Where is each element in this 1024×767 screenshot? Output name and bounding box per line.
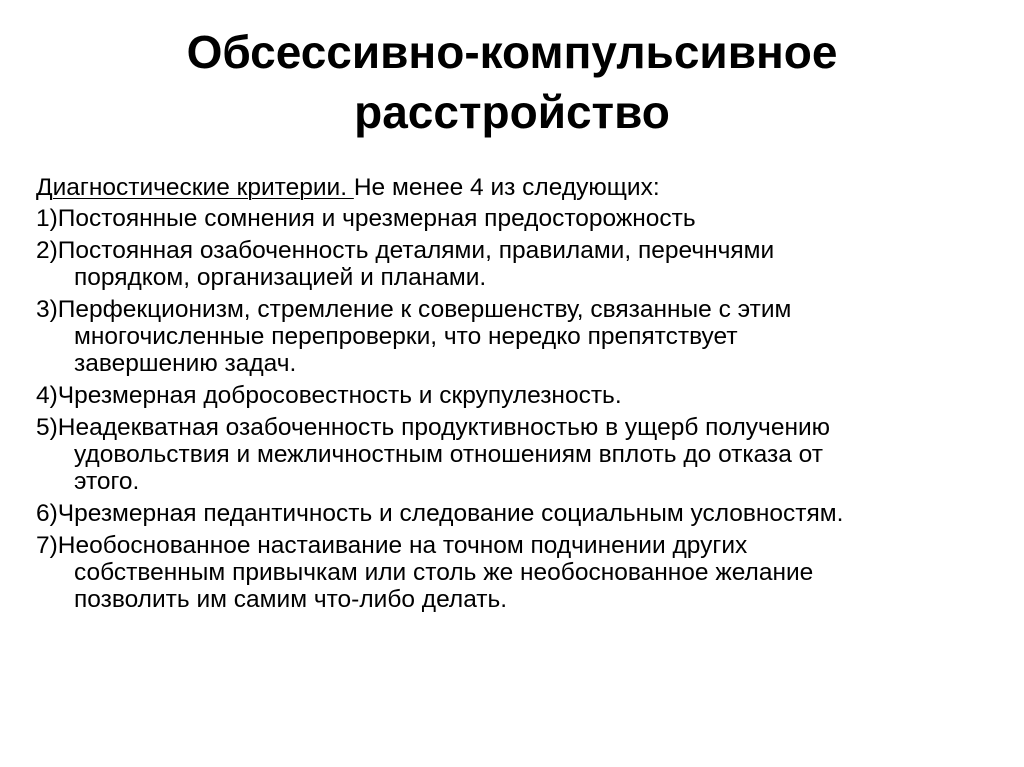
slide-body bbox=[36, 174, 996, 618]
criterion-2-line-2: порядком, организацией и планами. bbox=[74, 264, 487, 291]
criterion-5-line-3: этого. bbox=[74, 468, 140, 495]
criterion-1-line-1: 1)Постоянные сомнения и чрезмерная предосторожность bbox=[36, 205, 696, 232]
criterion-5-line-2: удовольствия и межличностным отношениям вплоть до отказа от bbox=[74, 441, 823, 468]
criterion-4-line-1: 4)Чрезмерная добросовестность и скрупулезность. bbox=[36, 382, 622, 409]
criterion-4 bbox=[36, 382, 996, 409]
criterion-5 bbox=[36, 414, 996, 495]
criteria-intro-text: Не менее 4 из следующих: bbox=[353, 174, 660, 201]
criterion-6-line-1: 6)Чрезмерная педантичность и следование социальным условностям. bbox=[36, 500, 844, 527]
slide-title-line-2: расстройство bbox=[354, 86, 670, 138]
criterion-7-line-3: позволить им самим что-либо делать. bbox=[74, 586, 508, 613]
criterion-5-line-1: 5)Неадекватная озабоченность продуктивностью в ущерб получению bbox=[36, 414, 831, 441]
criterion-3-line-2: многочисленные перепроверки, что нередко препятствует bbox=[74, 323, 738, 350]
criteria-list bbox=[36, 205, 996, 613]
slide-title-line-1: Обсессивно-компульсивное bbox=[186, 26, 838, 78]
criteria-intro bbox=[36, 174, 996, 201]
criterion-7-line-2: собственным привычкам или столь же необоснованное желание bbox=[74, 559, 814, 586]
criterion-6 bbox=[36, 500, 996, 527]
criterion-3 bbox=[36, 296, 996, 377]
criterion-2-line-1: 2)Постоянная озабоченность деталями, правилами, перечнчями bbox=[36, 237, 775, 264]
criterion-7 bbox=[36, 532, 996, 613]
criterion-3-line-3: завершению задач. bbox=[74, 350, 297, 377]
criterion-7-line-1: 7)Необоснованное настаивание на точном подчинении других bbox=[36, 532, 748, 559]
criterion-3-line-1: 3)Перфекционизм, стремление к совершенству, связанные с этим bbox=[36, 296, 792, 323]
criterion-1 bbox=[36, 205, 996, 232]
criteria-intro-label: Диагностические критерии. bbox=[36, 174, 354, 201]
slide-title bbox=[90, 22, 934, 142]
criterion-2 bbox=[36, 237, 996, 291]
